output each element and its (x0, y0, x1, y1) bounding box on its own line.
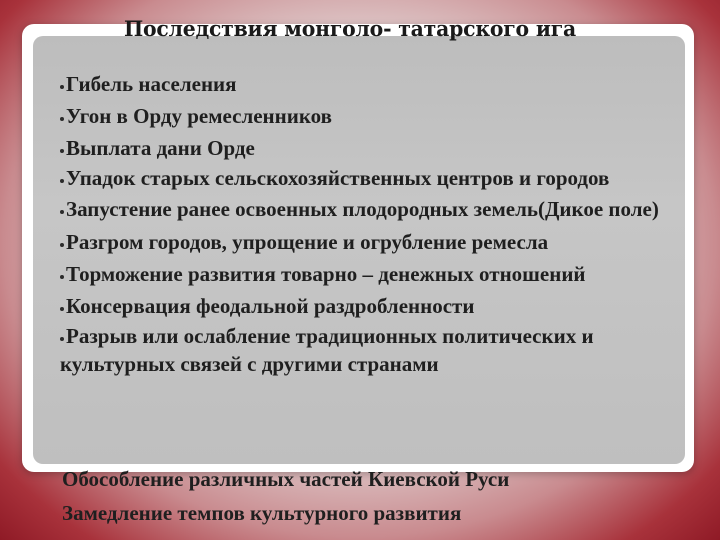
bullet-text: Консервация феодальной раздробленности (66, 294, 475, 318)
bullet-text: Запустение ранее освоенных плодородных земель(Дикое поле) (66, 197, 659, 221)
list-item (62, 496, 702, 530)
list-item (60, 290, 700, 322)
list-item (60, 164, 700, 192)
bullet-text: Гибель населения (66, 72, 237, 96)
bullet-icon (60, 117, 64, 121)
bullet-text: Упадок старых сельскохозяйственных центров и городов (66, 166, 610, 190)
list-item (60, 68, 700, 100)
bullet-icon (60, 179, 64, 183)
list-item (60, 100, 700, 132)
bullet-icon (60, 85, 64, 89)
list-item (60, 322, 700, 378)
bullet-list (60, 68, 700, 381)
extra-text: Обособление различных частей Киевской Руси (62, 467, 510, 491)
bullet-icon (60, 275, 64, 279)
list-item (60, 132, 700, 164)
bullet-text: Угон в Орду ремесленников (66, 104, 332, 128)
slide-title (0, 16, 700, 41)
bullet-icon (60, 307, 64, 311)
bullet-icon (60, 243, 64, 247)
bullet-text: Выплата дани Орде (66, 136, 255, 160)
extra-text: Замедление темпов культурного развития (62, 501, 462, 525)
list-item (60, 195, 700, 223)
list-item (60, 226, 700, 258)
bullet-icon (60, 149, 64, 153)
extra-list (62, 462, 702, 530)
list-item (60, 258, 700, 290)
bullet-text: Разгром городов, упрощение и огрубление ремесла (66, 230, 549, 254)
bullet-text: Торможение развития товарно – денежных отношений (66, 262, 586, 286)
slide-title-text: Последствия монголо- татарского ига (123, 16, 577, 41)
bullet-text: Разрыв или ослабление традиционных политических и культурных связей с другими странами (60, 324, 594, 376)
list-item (62, 462, 702, 496)
bullet-icon (60, 337, 64, 341)
bullet-icon (60, 210, 64, 214)
